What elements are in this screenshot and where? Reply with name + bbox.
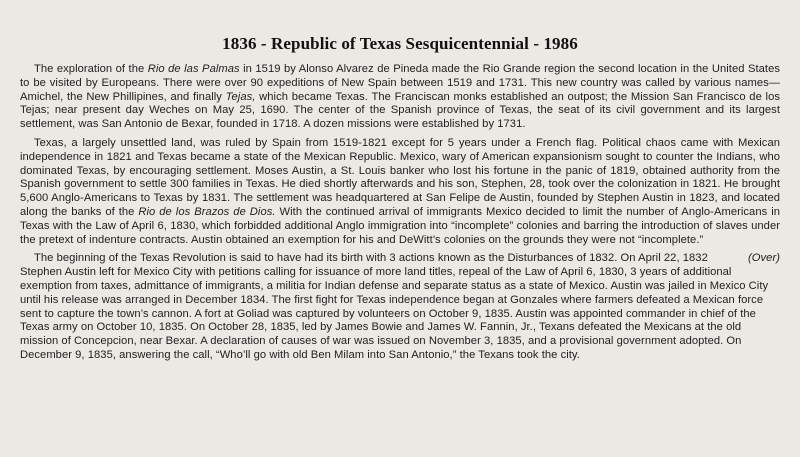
paragraph-3 xyxy=(20,252,780,362)
italic-term: Rio de las Palmas xyxy=(147,63,240,75)
text-segment: The beginning of the Texas Revolution is said to have had its birth with 3 actions known as the Disturbances of 1832. On April 22, 1832 Stephen Austin left for Mexico City with petitions calling for issuance of more land titles, repeal of the Law of April 6, 1830, 3 years of additional exemption from taxes, admittance of immigrants, a militia for Indian defense and separate status as a state of Mexico. Austin was jailed in Mexico City until his release was arranged in December 1834. The first fight for Texas independence began at Gonzales where farmers defeated a Mexican force sent to capture the town’s cannon. A fort at Goliad was captured by volunteers on October 9, 1835. Austin was appointed commander in chief of the Texas army on October 10, 1835. On October 28, 1835, led by James Bowie and James W. Fannin, Jr., Texans defeated the Mexicans at the old mission of Concepcion, near Bexar. A declaration of causes of war was issued on November 3, 1835, and a provisional government adopted. On December 9, 1835, answering the call, “Who’ll go with old Ben Milam into San Antonio,” the Texans took the city. xyxy=(20,252,769,361)
over-label: (Over) xyxy=(748,252,780,265)
italic-term: Tejas, xyxy=(225,90,256,103)
italic-term: Rio de los Brazos de Dios. xyxy=(138,205,276,218)
text-segment: which became Texas. The Franciscan monks established an outpost; the Mission San Francisco de los Tejas; near present day Weches on May 25, 1690. The center of the Spanish province of Texas, the seat of its civil government and its largest settlement, was San Antonio de Bexar, founded in 1718. A dozen missions were established by 1731. xyxy=(20,90,781,131)
text-segment: With the continued arrival of immigrants Mexico decided to limit the number of Anglo-Americans in Texas with the Law of April 6, 1830, which forbidded additional Anglo immigration into “incomplete” colonies and barring the introduction of slaves under the pretext of indenture contracts. Austin obtained an exemption for his and DeWitt’s colonies on the grounds they were not “incomplete.” xyxy=(20,205,781,246)
document-body xyxy=(20,63,780,363)
document-title: 1836 - Republic of Texas Sesquicentennial - 1986 xyxy=(222,34,578,53)
text-segment: in 1519 by Alonso Alvarez de Pineda made the Rio Grande region the second location in the United States to be visited by Europeans. There were over 90 expeditions of New Spain between 1519 and 1731. This new country was called by various names—Amichel, the New Phillipines, and finally xyxy=(20,63,780,103)
text-segment: The exploration of the xyxy=(34,63,148,75)
paragraph-2 xyxy=(20,137,780,247)
paragraph-1 xyxy=(20,63,780,132)
text-segment: Texas, a largely unsettled land, was ruled by Spain from 1519-1821 except for 5 years under a French flag. Political chaos came with Mexican independence in 1821 and Texas became a state of the Mexican Republic. Mexico, wary of American expansionism sought to counter the Indians, who dominated Texas, by encouraging settlement. Moses Austin, a St. Louis banker who lost his fortune in the panic of 1819, obtained authority from the Spanish government to settle 300 families in Texas. He died shortly afterwards and his son, Stephen, 28, took over the colonization in 1821. He brought 5,600 Anglo-Americans to Texas by 1831. The settlement was headquartered at San Felipe de Austin, founded by Stephen Austin in 1823, and located along the banks of the xyxy=(20,136,780,218)
